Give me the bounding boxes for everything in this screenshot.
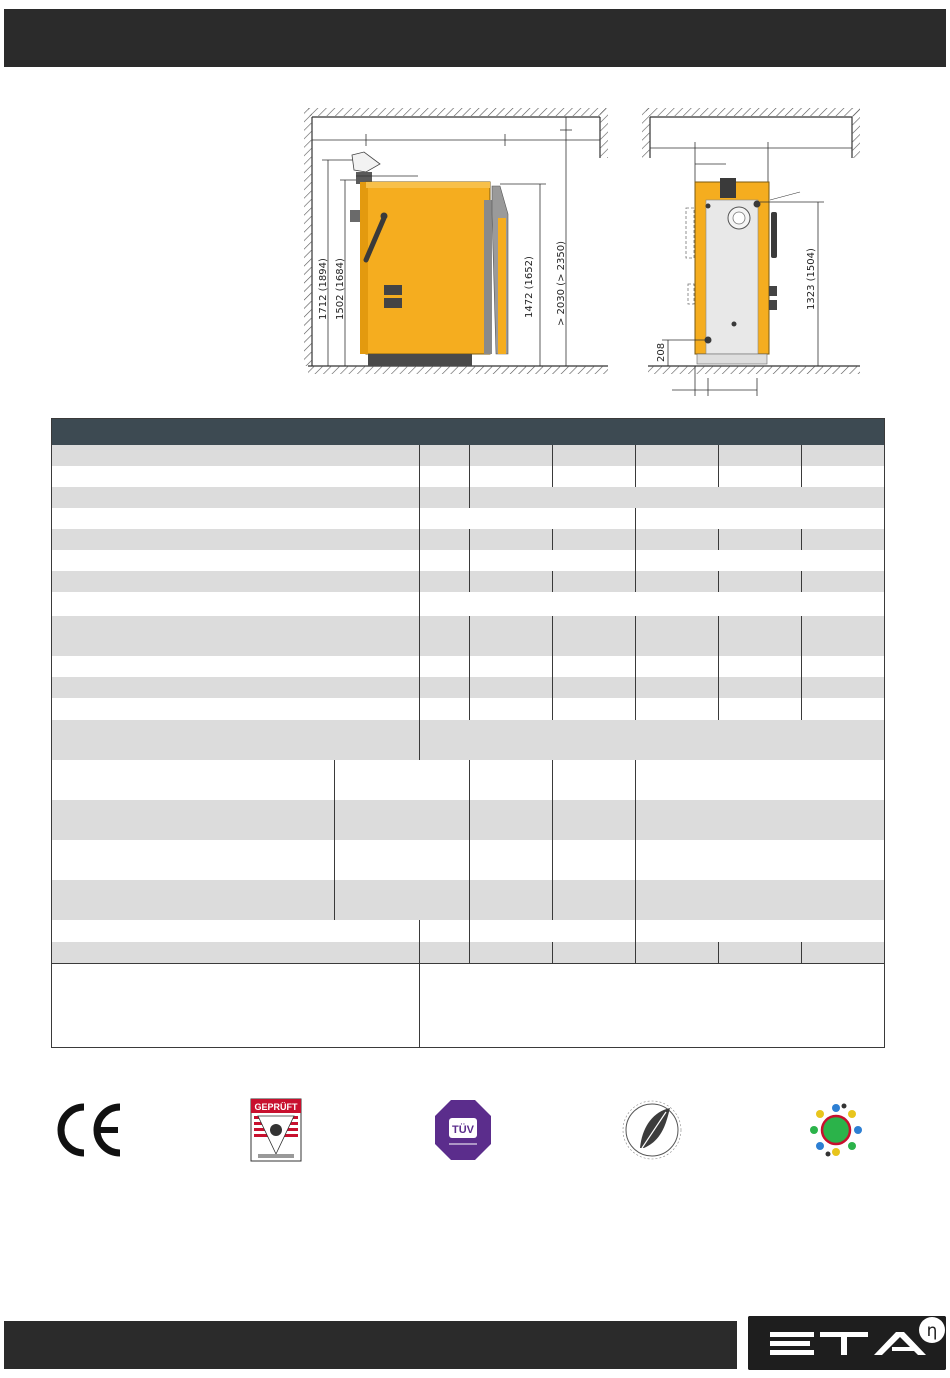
table-row [51,592,885,616]
dim-right-height: 1472 (1652) [524,256,535,318]
table-row [51,550,885,571]
dim-total-height: 1712 (1894) [318,258,329,320]
table-row [51,942,885,963]
dim-body-height: 1502 (1684) [335,258,346,320]
gepruft-seal [250,1098,302,1162]
table-row [51,880,885,920]
table-row [51,800,885,840]
table-row [51,616,885,656]
side-view [304,108,608,374]
technical-drawing [300,100,870,400]
eta-logo [748,1316,946,1370]
top-title-bar [4,9,946,67]
dim-front-bottom: 208 [656,342,667,362]
table-row [51,698,885,720]
table-row [51,466,885,487]
table-row [51,508,885,529]
table-row [51,677,885,698]
specifications-table [51,418,885,1048]
tuv-seal [433,1098,493,1162]
table-header [51,418,885,445]
dim-ceiling-height: > 2030 (> 2350) [556,241,567,326]
eta-symbol: η [926,1321,938,1341]
table-row [51,445,885,466]
table-row [51,656,885,677]
table-row [51,720,885,760]
table-row [51,963,885,1048]
front-view [642,108,860,396]
bottom-bar [4,1321,737,1369]
table-row [51,760,885,800]
table-row [51,487,885,508]
leaf-seal [622,1098,682,1162]
dim-front-height: 1323 (1504) [806,248,817,310]
gepruft-label: GEPRÜFT [254,1102,298,1112]
table-row [51,529,885,550]
tuv-label: TÜV [452,1124,474,1136]
table-row [51,571,885,592]
ce-mark [54,1098,126,1162]
ecolabel-seal [806,1098,866,1162]
table-row [51,840,885,880]
table-row [51,920,885,942]
